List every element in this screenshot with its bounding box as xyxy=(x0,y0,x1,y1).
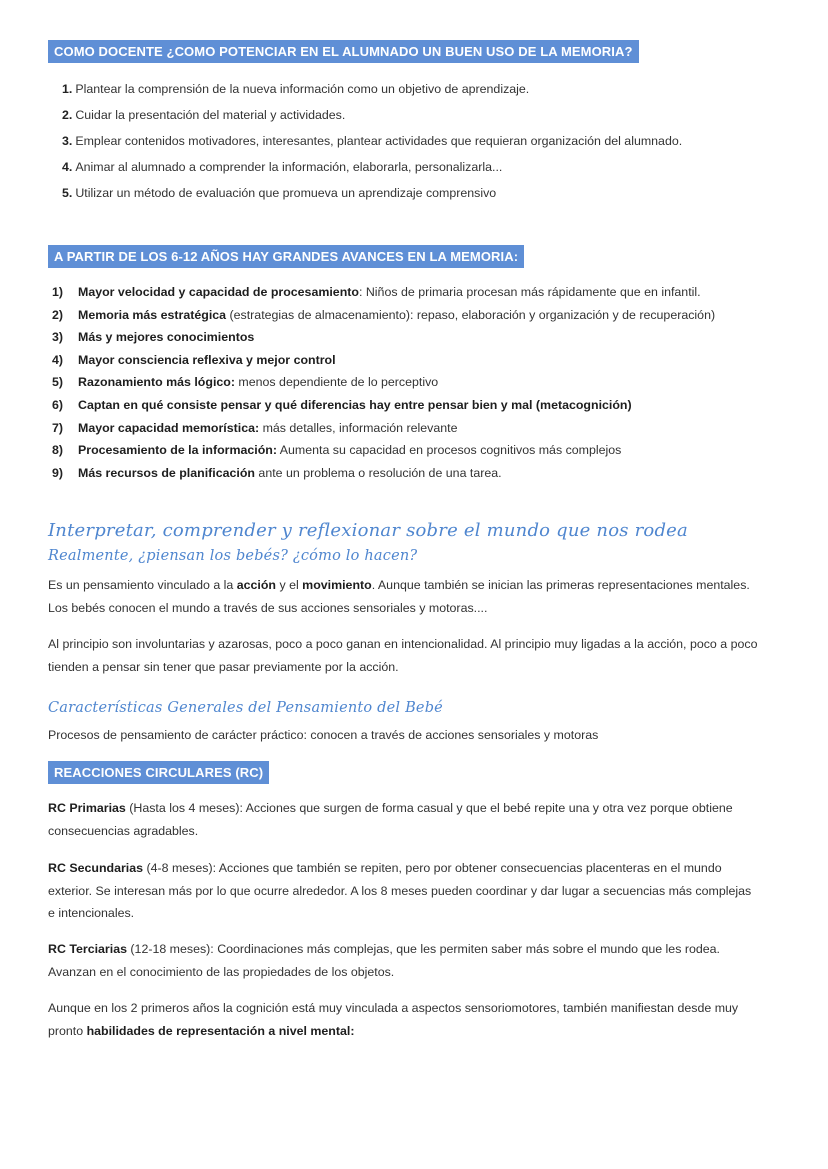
list-item: 1. Plantear la comprensión de la nueva información como un objetivo de aprendizaje. xyxy=(62,82,530,96)
memory-advances-heading: A PARTIR DE LOS 6-12 AÑOS HAY GRANDES AVANCES EN LA MEMORIA: xyxy=(48,245,524,268)
interpret-paragraph-1: Es un pensamiento vinculado a la acción y el movimiento. Aunque también se inician las primeras representaciones mentales. Los bebés conocen el mundo a través de sus acciones sensoriales y motoras.... xyxy=(48,578,750,615)
list-item: 9) Más recursos de planificación ante un problema o resolución de una tarea. xyxy=(52,465,502,480)
interpret-subtitle: Realmente, ¿piensan los bebés? ¿cómo lo hacen? xyxy=(48,548,418,564)
characteristics-text: Procesos de pensamiento de carácter práctico: conocen a través de acciones sensoriales y motoras xyxy=(48,728,599,742)
list-item: 2. Cuidar la presentación del material y actividades. xyxy=(62,108,346,122)
list-item: 1) Mayor velocidad y capacidad de procesamiento: Niños de primaria procesan más rápidamente que en infantil. xyxy=(52,285,701,299)
list-item: 5) Razonamiento más lógico: menos dependiente de lo perceptivo xyxy=(52,375,439,390)
interpret-paragraph-2: Al principio son involuntarias y azarosas, poco a poco ganan en intencionalidad. Al principio muy ligadas a la acción, poco a poco tienden a pensar sin tener que pasar previamente por la acción. xyxy=(48,637,758,674)
list-item: 3) Más y mejores conocimientos xyxy=(52,330,255,345)
memory-advances-list xyxy=(52,281,715,484)
rc-primary-paragraph: RC Primarias (Hasta los 4 meses): Acciones que surgen de forma casual y que el bebé repite una y otra vez porque obtiene consecuencias agradables. xyxy=(48,801,733,838)
closing-paragraph: Aunque en los 2 primeros años la cognición está muy vinculada a aspectos sensoriomotores, también manifiestan desde muy pronto habilidades de representación a nivel mental: xyxy=(48,1001,739,1038)
list-item: 4. Animar al alumnado a comprender la información, elaborarla, personalizarla... xyxy=(62,160,503,174)
list-item: 7) Mayor capacidad memorística: más detalles, información relevante xyxy=(52,420,458,435)
list-item: 5. Utilizar un método de evaluación que promueva un aprendizaje comprensivo xyxy=(62,186,497,200)
list-item: 4) Mayor consciencia reflexiva y mejor control xyxy=(52,352,336,367)
list-item: 6) Captan en qué consiste pensar y qué diferencias hay entre pensar bien y mal (metacognición) xyxy=(52,397,632,412)
circular-reactions-heading: REACCIONES CIRCULARES (RC) xyxy=(48,761,269,784)
interpret-title: Interpretar, comprender y reflexionar sobre el mundo que nos rodea xyxy=(48,520,688,541)
rc-tertiary-paragraph: RC Terciarias (12-18 meses): Coordinaciones más complejas, que les permiten saber más sobre el mundo que les rodea. Avanzan en el conocimiento de las propiedades de los objetos. xyxy=(48,942,720,979)
list-item: 2) Memoria más estratégica (estrategias de almacenamiento): repaso, elaboración y organización y de recuperación) xyxy=(52,307,716,322)
characteristics-title: Características Generales del Pensamiento del Bebé xyxy=(48,700,443,716)
list-item: 3. Emplear contenidos motivadores, interesantes, plantear actividades que requieran organización del alumnado. xyxy=(62,134,683,148)
memory-use-heading: COMO DOCENTE ¿COMO POTENCIAR EN EL ALUMNADO UN BUEN USO DE LA MEMORIA? xyxy=(48,40,639,63)
rc-secondary-paragraph: RC Secundarias (4-8 meses): Acciones que también se repiten, pero por obtener consecuencias placenteras en el mundo exterior. Se interesan más por lo que ocurre alrededor. A los 8 meses pueden coordinar y dar lugar a secuencias más complejas e intencionales. xyxy=(48,861,752,921)
list-item: 8) Procesamiento de la información: Aumenta su capacidad en procesos cognitivos más complejos xyxy=(52,443,622,458)
memory-use-list xyxy=(62,76,682,206)
